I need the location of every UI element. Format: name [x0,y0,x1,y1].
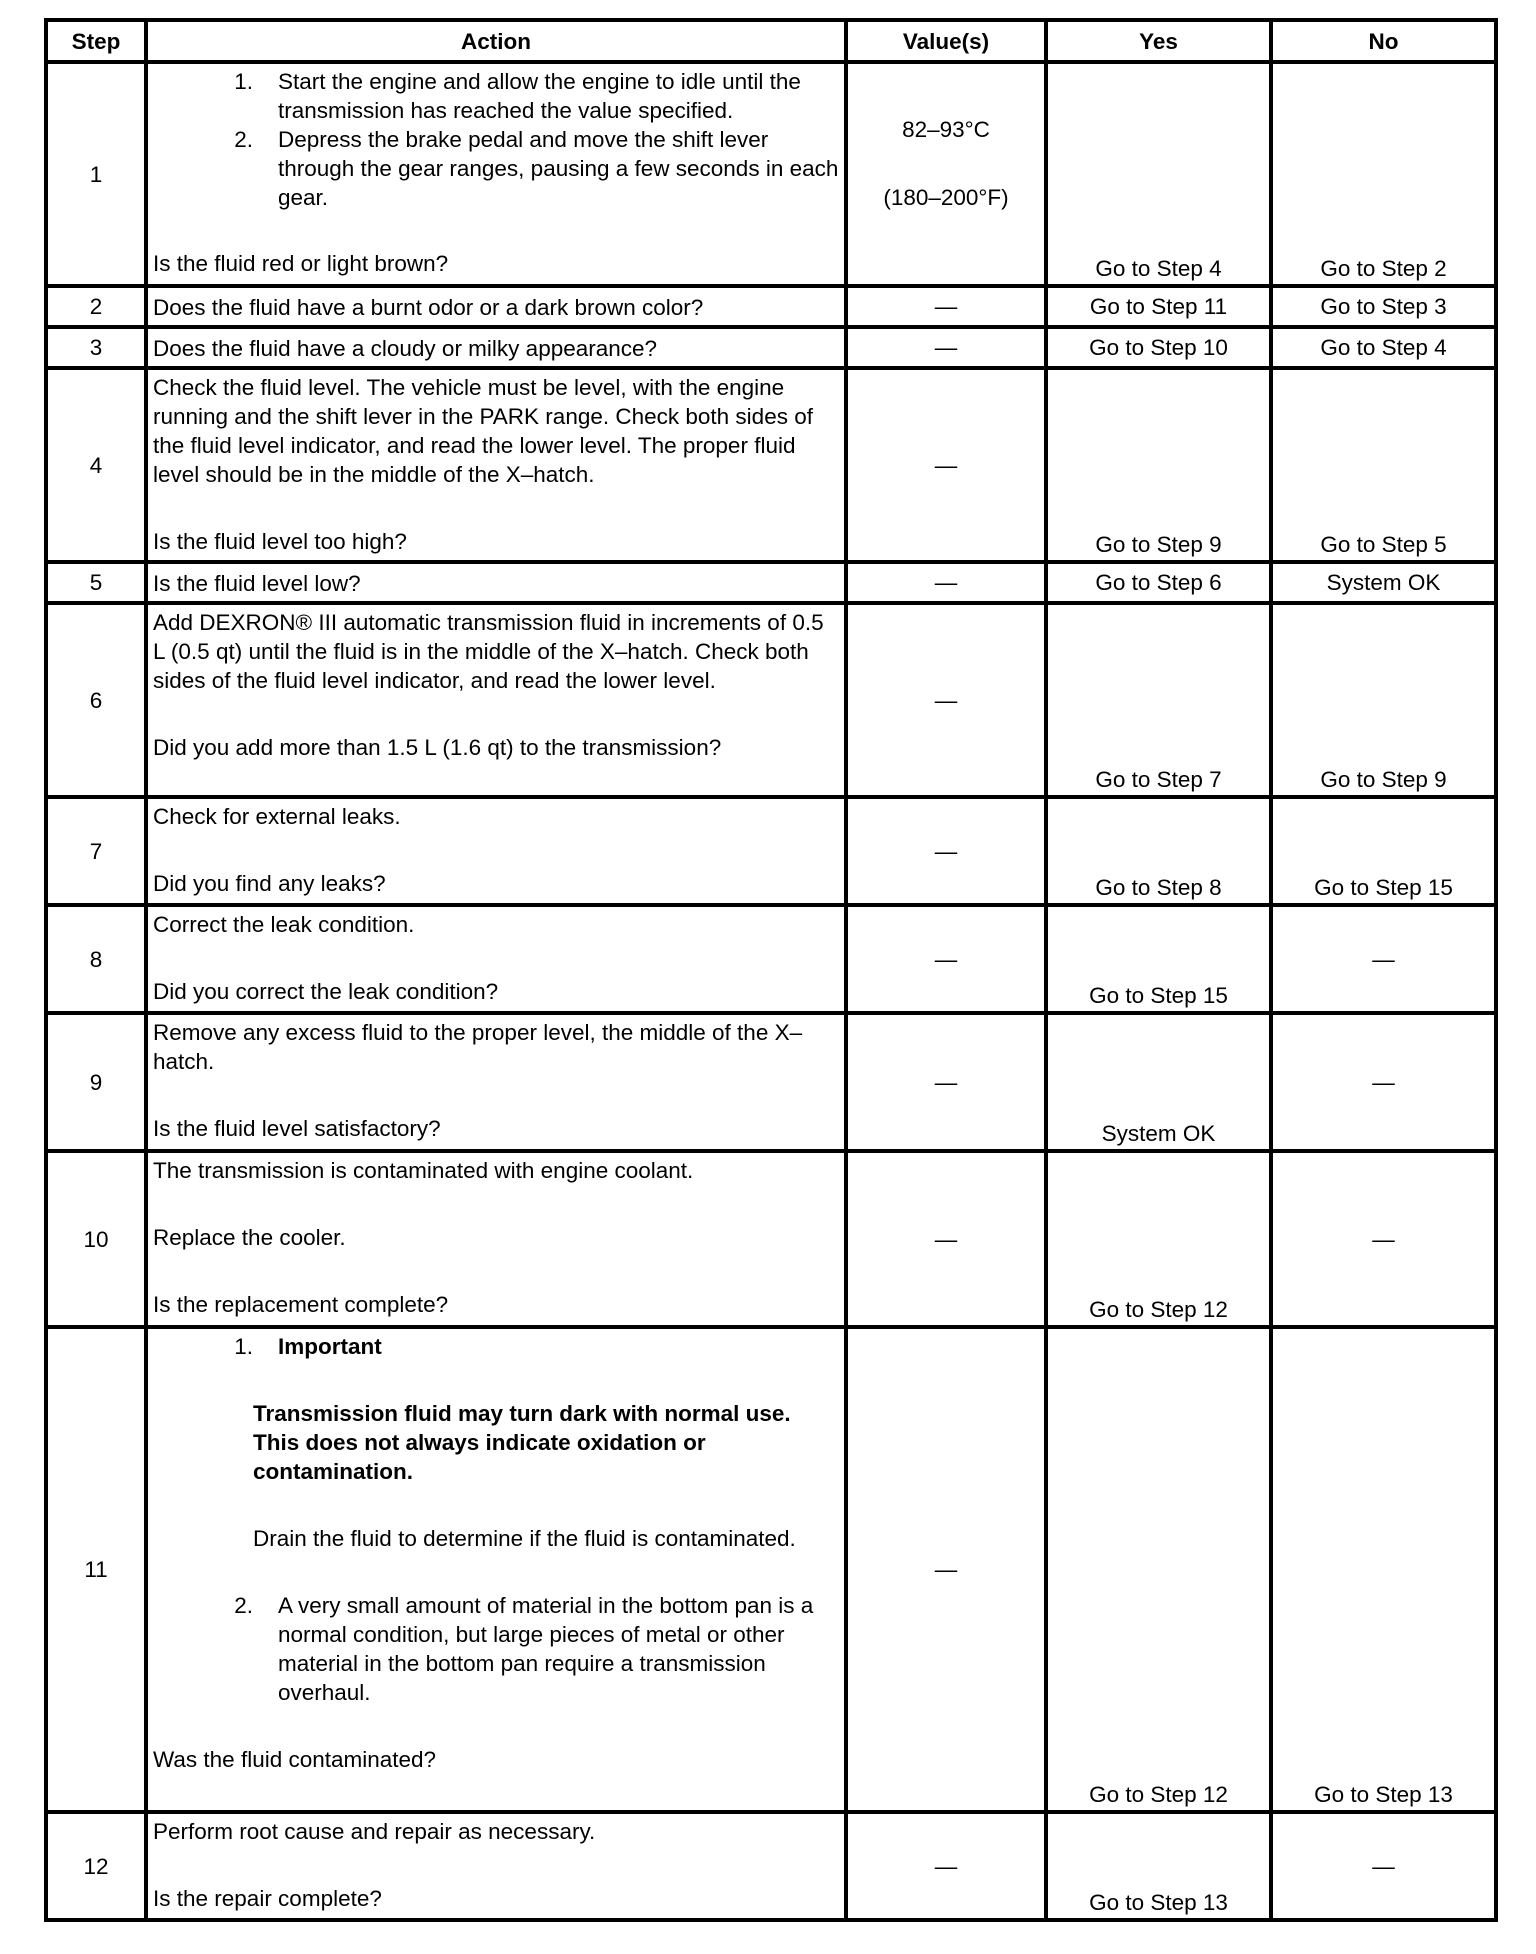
table-row [46,1013,1496,1151]
question-text: Does the fluid have a cloudy or milky appearance? [146,327,846,368]
table-row [46,1151,1496,1327]
important-label: Important [278,1334,382,1359]
no-cell: Go to Step 4 [1271,327,1496,368]
table-row [46,368,1496,562]
step-number: 4 [46,368,146,562]
list-item [153,125,840,212]
step-number: 1 [46,62,146,286]
step-number: 7 [46,797,146,905]
yes-cell: Go to Step 6 [1046,562,1271,603]
step-number: 8 [46,905,146,1013]
question-text: Is the fluid level too high? [153,529,407,554]
action-text: Add DEXRON® III automatic transmission fluid in increments of 0.5 L (0.5 qt) until the fluid is in the middle of the X–hatch. Check both sides of the fluid level indicator, and read the lower level. [153,610,824,693]
yes-cell: System OK [1046,1013,1271,1151]
table-row [46,905,1496,1013]
no-cell: System OK [1271,562,1496,603]
action-text: The transmission is contaminated with engine coolant. [153,1158,694,1183]
yes-cell: Go to Step 11 [1046,286,1271,327]
yes-cell: Go to Step 12 [1046,1151,1271,1327]
important-note: Transmission fluid may turn dark with normal use. This does not always indicate oxidation or contamination. [253,1401,791,1484]
step-number: 2 [46,286,146,327]
action-cell [146,62,846,286]
no-cell: — [1271,1812,1496,1920]
value-cell: — [846,603,1046,797]
no-cell: Go to Step 9 [1271,603,1496,797]
action-cell [146,797,846,905]
step-number: 10 [46,1151,146,1327]
no-cell: — [1271,1151,1496,1327]
header-yes: Yes [1046,20,1271,62]
question-text: Is the repair complete? [153,1886,382,1911]
question-text: Did you correct the leak condition? [153,979,499,1004]
list-item [153,1591,840,1707]
header-step: Step [46,20,146,62]
step-number: 9 [46,1013,146,1151]
item-text: Start the engine and allow the engine to idle until the transmission has reached the value specified. [278,69,801,123]
list-item [153,67,840,125]
value-cell: — [846,368,1046,562]
action-cell [146,1013,846,1151]
table-row [46,562,1496,603]
question-text: Did you find any leaks? [153,871,386,896]
action-cell [146,1812,846,1920]
value-cell: — [846,562,1046,603]
value-cell: — [846,905,1046,1013]
table-row [46,797,1496,905]
step-number: 5 [46,562,146,603]
header-values: Value(s) [846,20,1046,62]
action-cell [146,1327,846,1812]
value-fahrenheit: (180–200°F) [883,185,1009,210]
action-text: Check the fluid level. The vehicle must be level, with the engine running and the shift lever in the PARK range. Check both sides of the fluid level indicator, and read the lower level. The proper fluid level should be in the middle of the X–hatch. [153,375,813,487]
yes-cell: Go to Step 15 [1046,905,1271,1013]
no-cell: Go to Step 5 [1271,368,1496,562]
question-text: Is the fluid level satisfactory? [153,1116,441,1141]
header-row [46,20,1496,62]
action-text: Perform root cause and repair as necessary. [153,1819,596,1844]
step-number: 3 [46,327,146,368]
diagnostic-table [44,18,1498,1922]
table-row [46,1327,1496,1812]
action-cell [146,368,846,562]
table-row [46,1812,1496,1920]
no-cell: Go to Step 3 [1271,286,1496,327]
list-item [153,1332,840,1361]
value-cell [846,62,1046,286]
action-text: Correct the leak condition. [153,912,415,937]
table-row [46,286,1496,327]
step-number: 11 [46,1327,146,1812]
item-number: 1. [234,69,253,94]
value-cell: — [846,1013,1046,1151]
value-cell: — [846,797,1046,905]
no-cell: — [1271,905,1496,1013]
question-text: Is the fluid red or light brown? [153,251,449,276]
table-row [46,327,1496,368]
value-celsius: 82–93°C [902,117,990,142]
value-cell: — [846,1151,1046,1327]
no-cell: Go to Step 15 [1271,797,1496,905]
question-text: Did you add more than 1.5 L (1.6 qt) to the transmission? [153,735,722,760]
value-cell: — [846,286,1046,327]
action-text: Replace the cooler. [153,1225,346,1250]
question-text: Was the fluid contaminated? [153,1747,437,1772]
no-cell: — [1271,1013,1496,1151]
item-text: Drain the fluid to determine if the fluid is contaminated. [253,1526,796,1551]
value-cell: — [846,1327,1046,1812]
action-text: Check for external leaks. [153,804,401,829]
step-number: 6 [46,603,146,797]
step-number: 12 [46,1812,146,1920]
action-cell [146,905,846,1013]
item-text: A very small amount of material in the bottom pan is a normal condition, but large pieces of metal or other material in the bottom pan require a transmission overhaul. [278,1593,814,1705]
question-text: Does the fluid have a burnt odor or a dark brown color? [146,286,846,327]
action-cell [146,1151,846,1327]
item-number: 1. [234,1334,253,1359]
yes-cell: Go to Step 9 [1046,368,1271,562]
value-cell: — [846,327,1046,368]
no-cell: Go to Step 2 [1271,62,1496,286]
item-text: Depress the brake pedal and move the shift lever through the gear ranges, pausing a few seconds in each gear. [278,127,839,210]
question-text: Is the replacement complete? [153,1292,449,1317]
header-action: Action [146,20,846,62]
action-cell [146,603,846,797]
value-cell: — [846,1812,1046,1920]
no-cell: Go to Step 13 [1271,1327,1496,1812]
action-text: Remove any excess fluid to the proper level, the middle of the X–hatch. [153,1020,803,1074]
item-number: 2. [234,127,253,152]
header-no: No [1271,20,1496,62]
table-row [46,603,1496,797]
yes-cell: Go to Step 10 [1046,327,1271,368]
yes-cell: Go to Step 8 [1046,797,1271,905]
yes-cell: Go to Step 13 [1046,1812,1271,1920]
yes-cell: Go to Step 7 [1046,603,1271,797]
yes-cell: Go to Step 4 [1046,62,1271,286]
item-number: 2. [234,1593,253,1618]
table-row [46,62,1496,286]
question-text: Is the fluid level low? [146,562,846,603]
yes-cell: Go to Step 12 [1046,1327,1271,1812]
